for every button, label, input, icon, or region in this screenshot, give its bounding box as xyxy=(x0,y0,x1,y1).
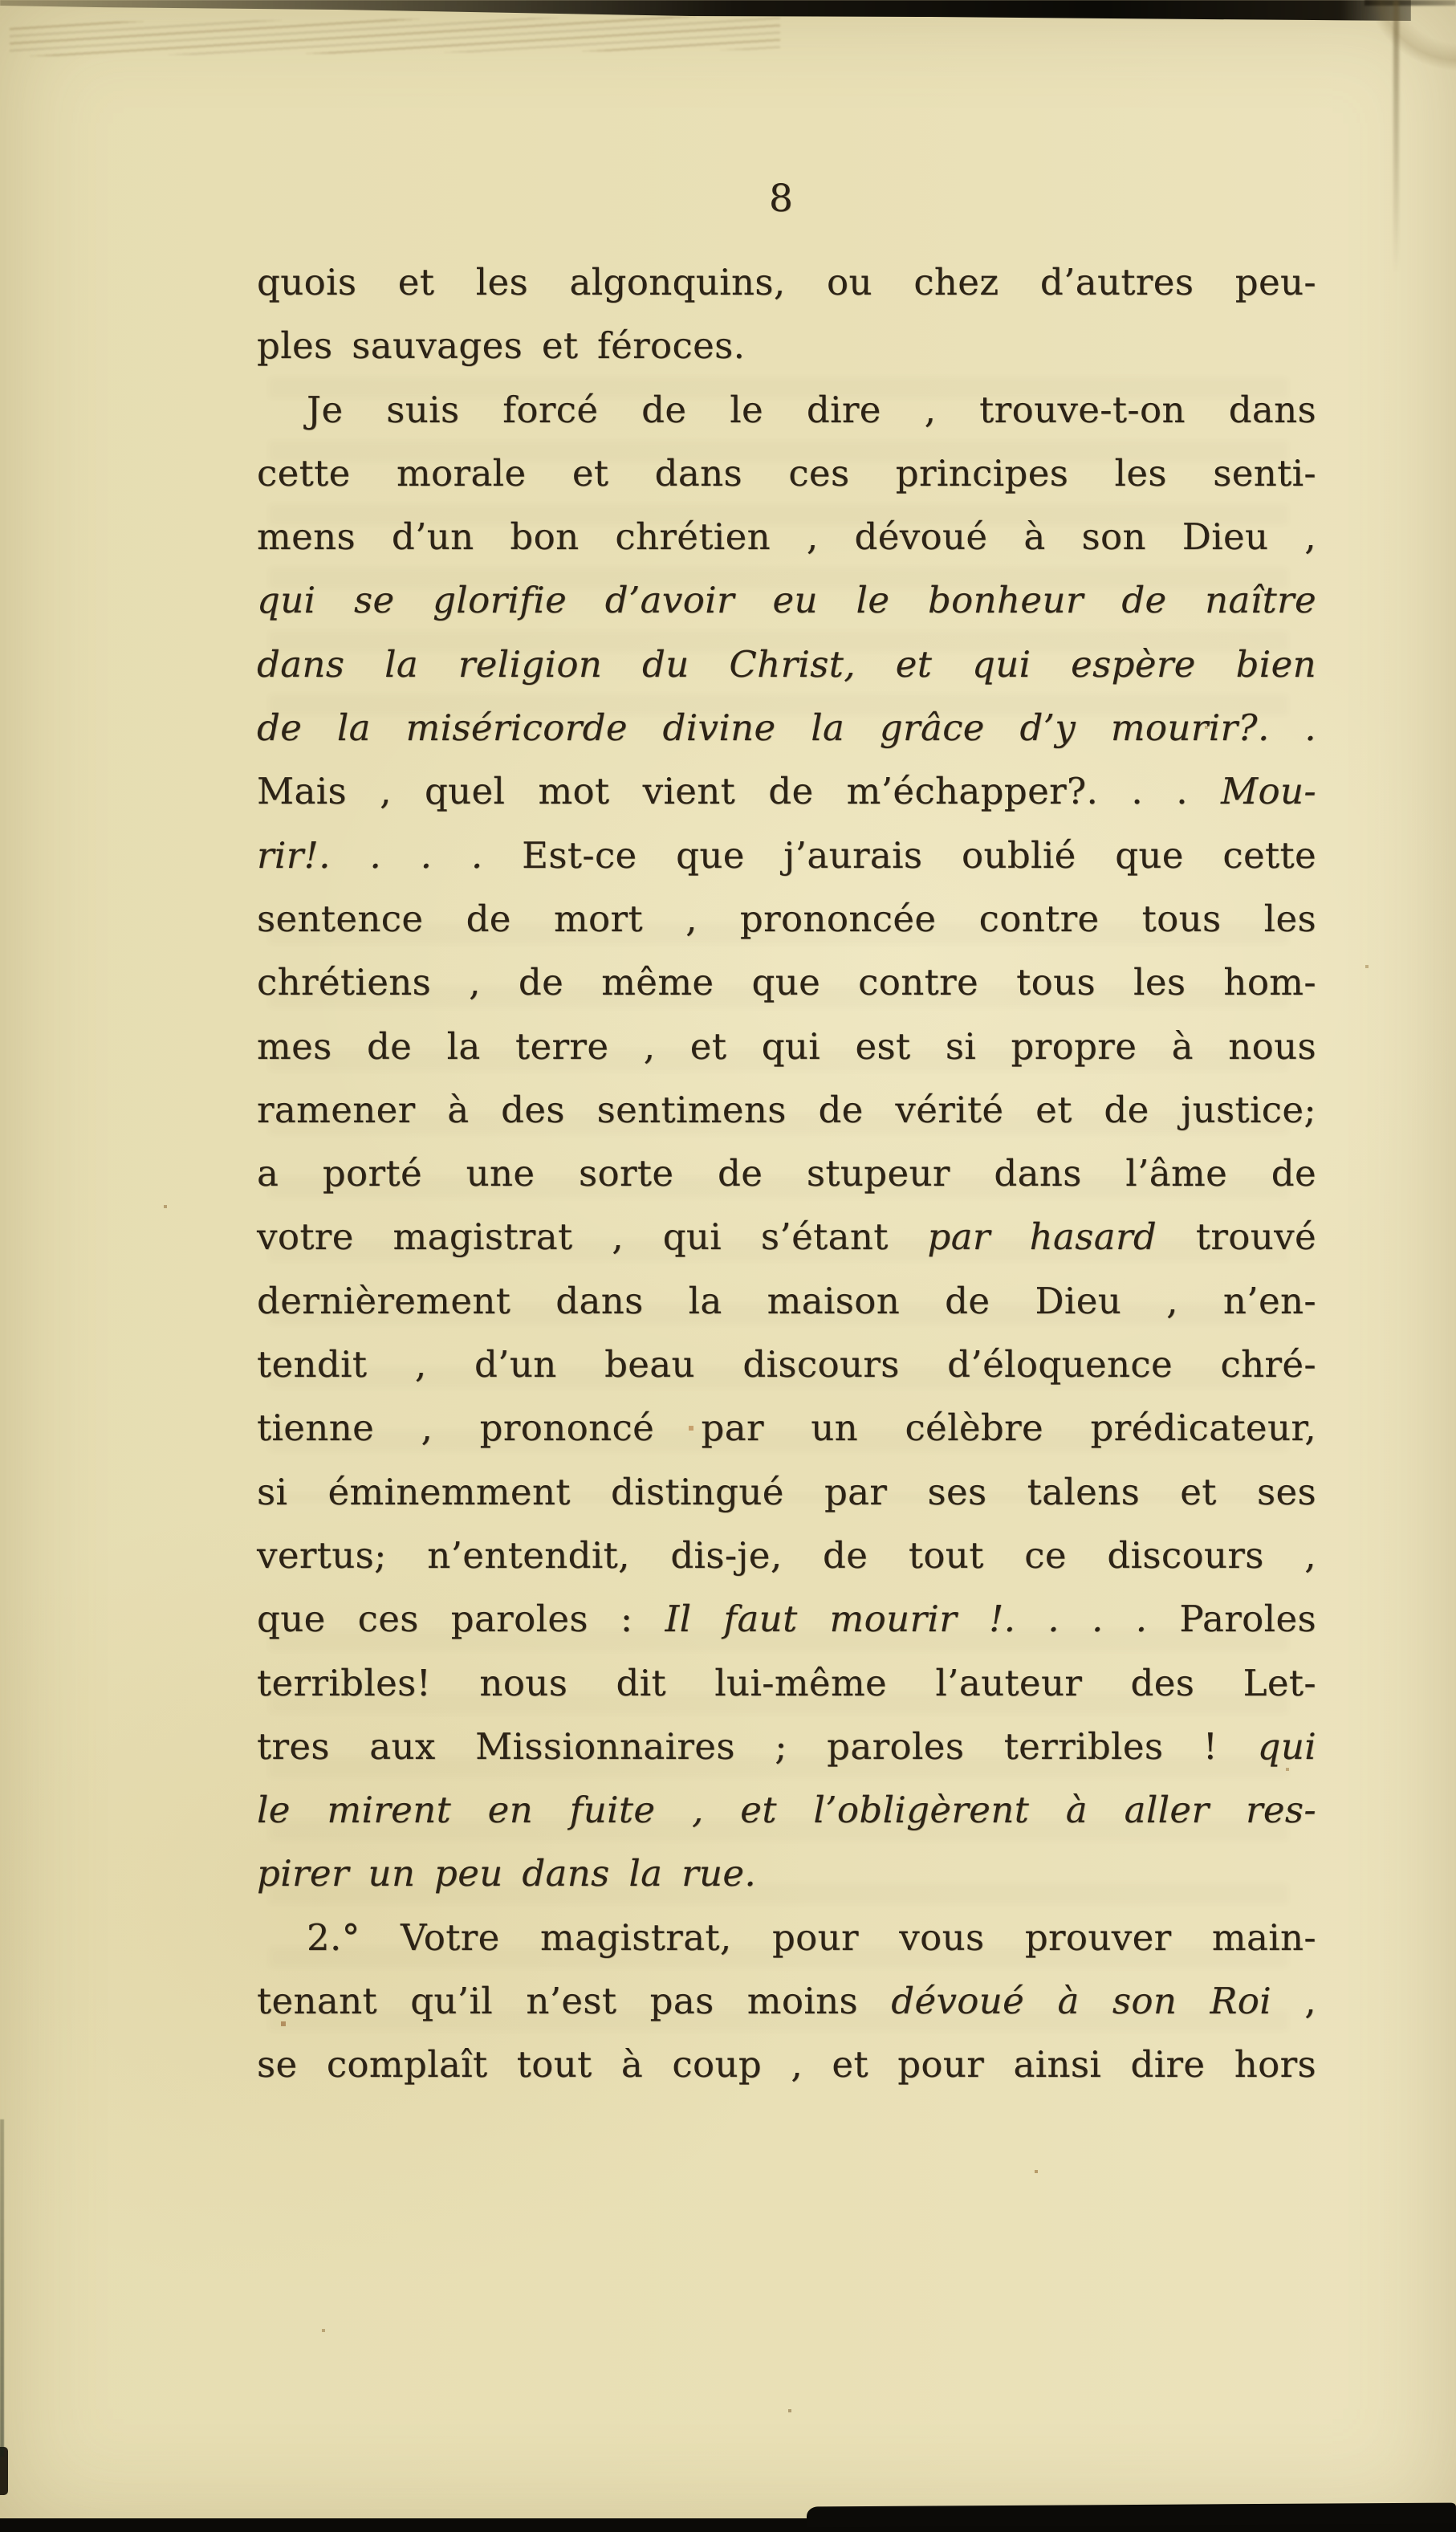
text-segment: quois et les algonquins, ou chez d’autres peu- xyxy=(257,261,1316,303)
text-line xyxy=(257,1269,1316,1333)
text-segment: terribles! nous dit lui-même l’auteur des Let- xyxy=(257,1661,1316,1704)
page-number: 8 xyxy=(769,177,794,221)
italic-text-segment: par hasard xyxy=(927,1215,1157,1259)
italic-text-segment: rir!. . . . xyxy=(257,833,523,877)
italic-text-segment: dévoué à son Roi xyxy=(891,1980,1272,2023)
italic-text-segment: Mou- xyxy=(1221,770,1316,813)
text-segment: dernièrement dans la maison de Dieu , n’en- xyxy=(257,1279,1316,1322)
text-line xyxy=(257,1015,1316,1078)
text-segment: sentence de mort , prononcée contre tous les xyxy=(257,897,1316,940)
text-segment: , xyxy=(1271,1980,1316,2023)
text-segment: tenant qu’il n’est pas moins xyxy=(257,1980,892,2023)
text-line xyxy=(257,1778,1316,1842)
top-right-corner-shade xyxy=(1348,0,1456,104)
text-line xyxy=(257,633,1316,696)
text-block xyxy=(257,250,1316,2097)
text-segment: Est-ce que j’aurais oublié que cette xyxy=(522,833,1316,877)
text-segment: a porté une sorte de stupeur dans l’âme de xyxy=(257,1152,1316,1195)
text-segment: Mais , quel mot vient de m’échapper?. . . xyxy=(257,770,1222,813)
italic-text-segment: le mirent en fuite , et l’obligèrent à aller res- xyxy=(257,1789,1316,1832)
text-line xyxy=(257,1715,1316,1778)
text-line xyxy=(257,1078,1316,1142)
italic-text-segment: Il faut mourir !. . . . xyxy=(665,1598,1180,1641)
text-segment: si éminemment distingué par ses talens et ses xyxy=(257,1470,1316,1513)
text-segment: cette morale et dans ces principes les senti- xyxy=(257,451,1316,495)
italic-text-segment: pirer un peu dans la rue. xyxy=(257,1852,757,1895)
text-line xyxy=(257,1651,1316,1715)
text-segment: mes de la terre , et qui est si propre à nous xyxy=(257,1024,1316,1068)
text-segment: ramener à des sentimens de vérité et de justice; xyxy=(257,1088,1316,1131)
text-segment: votre magistrat , qui s’étant xyxy=(257,1215,928,1259)
text-segment: tendit , d’un beau discours d’éloquence chré- xyxy=(257,1343,1316,1386)
italic-text-segment: qui xyxy=(1257,1724,1316,1768)
text-line xyxy=(257,442,1316,505)
text-segment: ples sauvages et féroces. xyxy=(257,324,746,368)
text-line xyxy=(257,1906,1316,1969)
text-segment: vertus; n’entendit, dis-je, de tout ce discours , xyxy=(257,1533,1316,1577)
text-line xyxy=(257,250,1316,314)
text-line xyxy=(257,1205,1316,1268)
text-line xyxy=(257,824,1316,887)
text-segment: chrétiens , de même que contre tous les hom- xyxy=(257,961,1316,1004)
text-line xyxy=(257,696,1316,759)
text-line xyxy=(257,1142,1316,1205)
text-line xyxy=(257,2033,1316,2096)
text-line xyxy=(257,1524,1316,1587)
text-line xyxy=(257,1460,1316,1524)
text-segment: tienne , prononcé par un célèbre prédicateur, xyxy=(257,1406,1316,1450)
text-segment: Paroles xyxy=(1179,1598,1316,1641)
text-line xyxy=(257,505,1316,568)
text-line xyxy=(257,314,1316,377)
text-line xyxy=(257,759,1316,823)
text-line xyxy=(257,1842,1316,1905)
text-line xyxy=(257,1333,1316,1396)
italic-text-segment: dans la religion du Christ, et qui espère bien xyxy=(257,642,1316,686)
bottom-edge-shadow-right xyxy=(807,2503,1456,2528)
text-line xyxy=(257,1587,1316,1651)
italic-text-segment: de la miséricorde divine la grâce d’y mourir?. . xyxy=(257,706,1316,750)
text-line xyxy=(257,378,1316,442)
text-segment: tres aux Missionnaires ; paroles terribles ! xyxy=(257,1724,1258,1768)
text-segment: que ces paroles : xyxy=(257,1598,665,1641)
text-line xyxy=(257,951,1316,1014)
text-line xyxy=(257,1969,1316,2033)
top-smudge-streak xyxy=(10,16,780,56)
text-segment: trouvé xyxy=(1157,1215,1316,1259)
text-line xyxy=(257,1396,1316,1459)
italic-text-segment: qui se glorifie d’avoir eu le bonheur de naître xyxy=(257,579,1316,622)
paper-specks xyxy=(0,0,2,2)
text-segment: se complaît tout à coup , et pour ainsi dire hors xyxy=(257,2043,1316,2086)
text-segment: mens d’un bon chrétien , dévoué à son Dieu , xyxy=(257,515,1316,559)
text-segment: 2.° Votre magistrat, pour vous prouver main- xyxy=(307,1915,1316,1959)
text-segment: Je suis forcé de le dire , trouve-t-on dans xyxy=(307,388,1316,431)
text-line xyxy=(257,568,1316,632)
text-line xyxy=(257,887,1316,951)
left-edge-shade xyxy=(0,2119,4,2457)
